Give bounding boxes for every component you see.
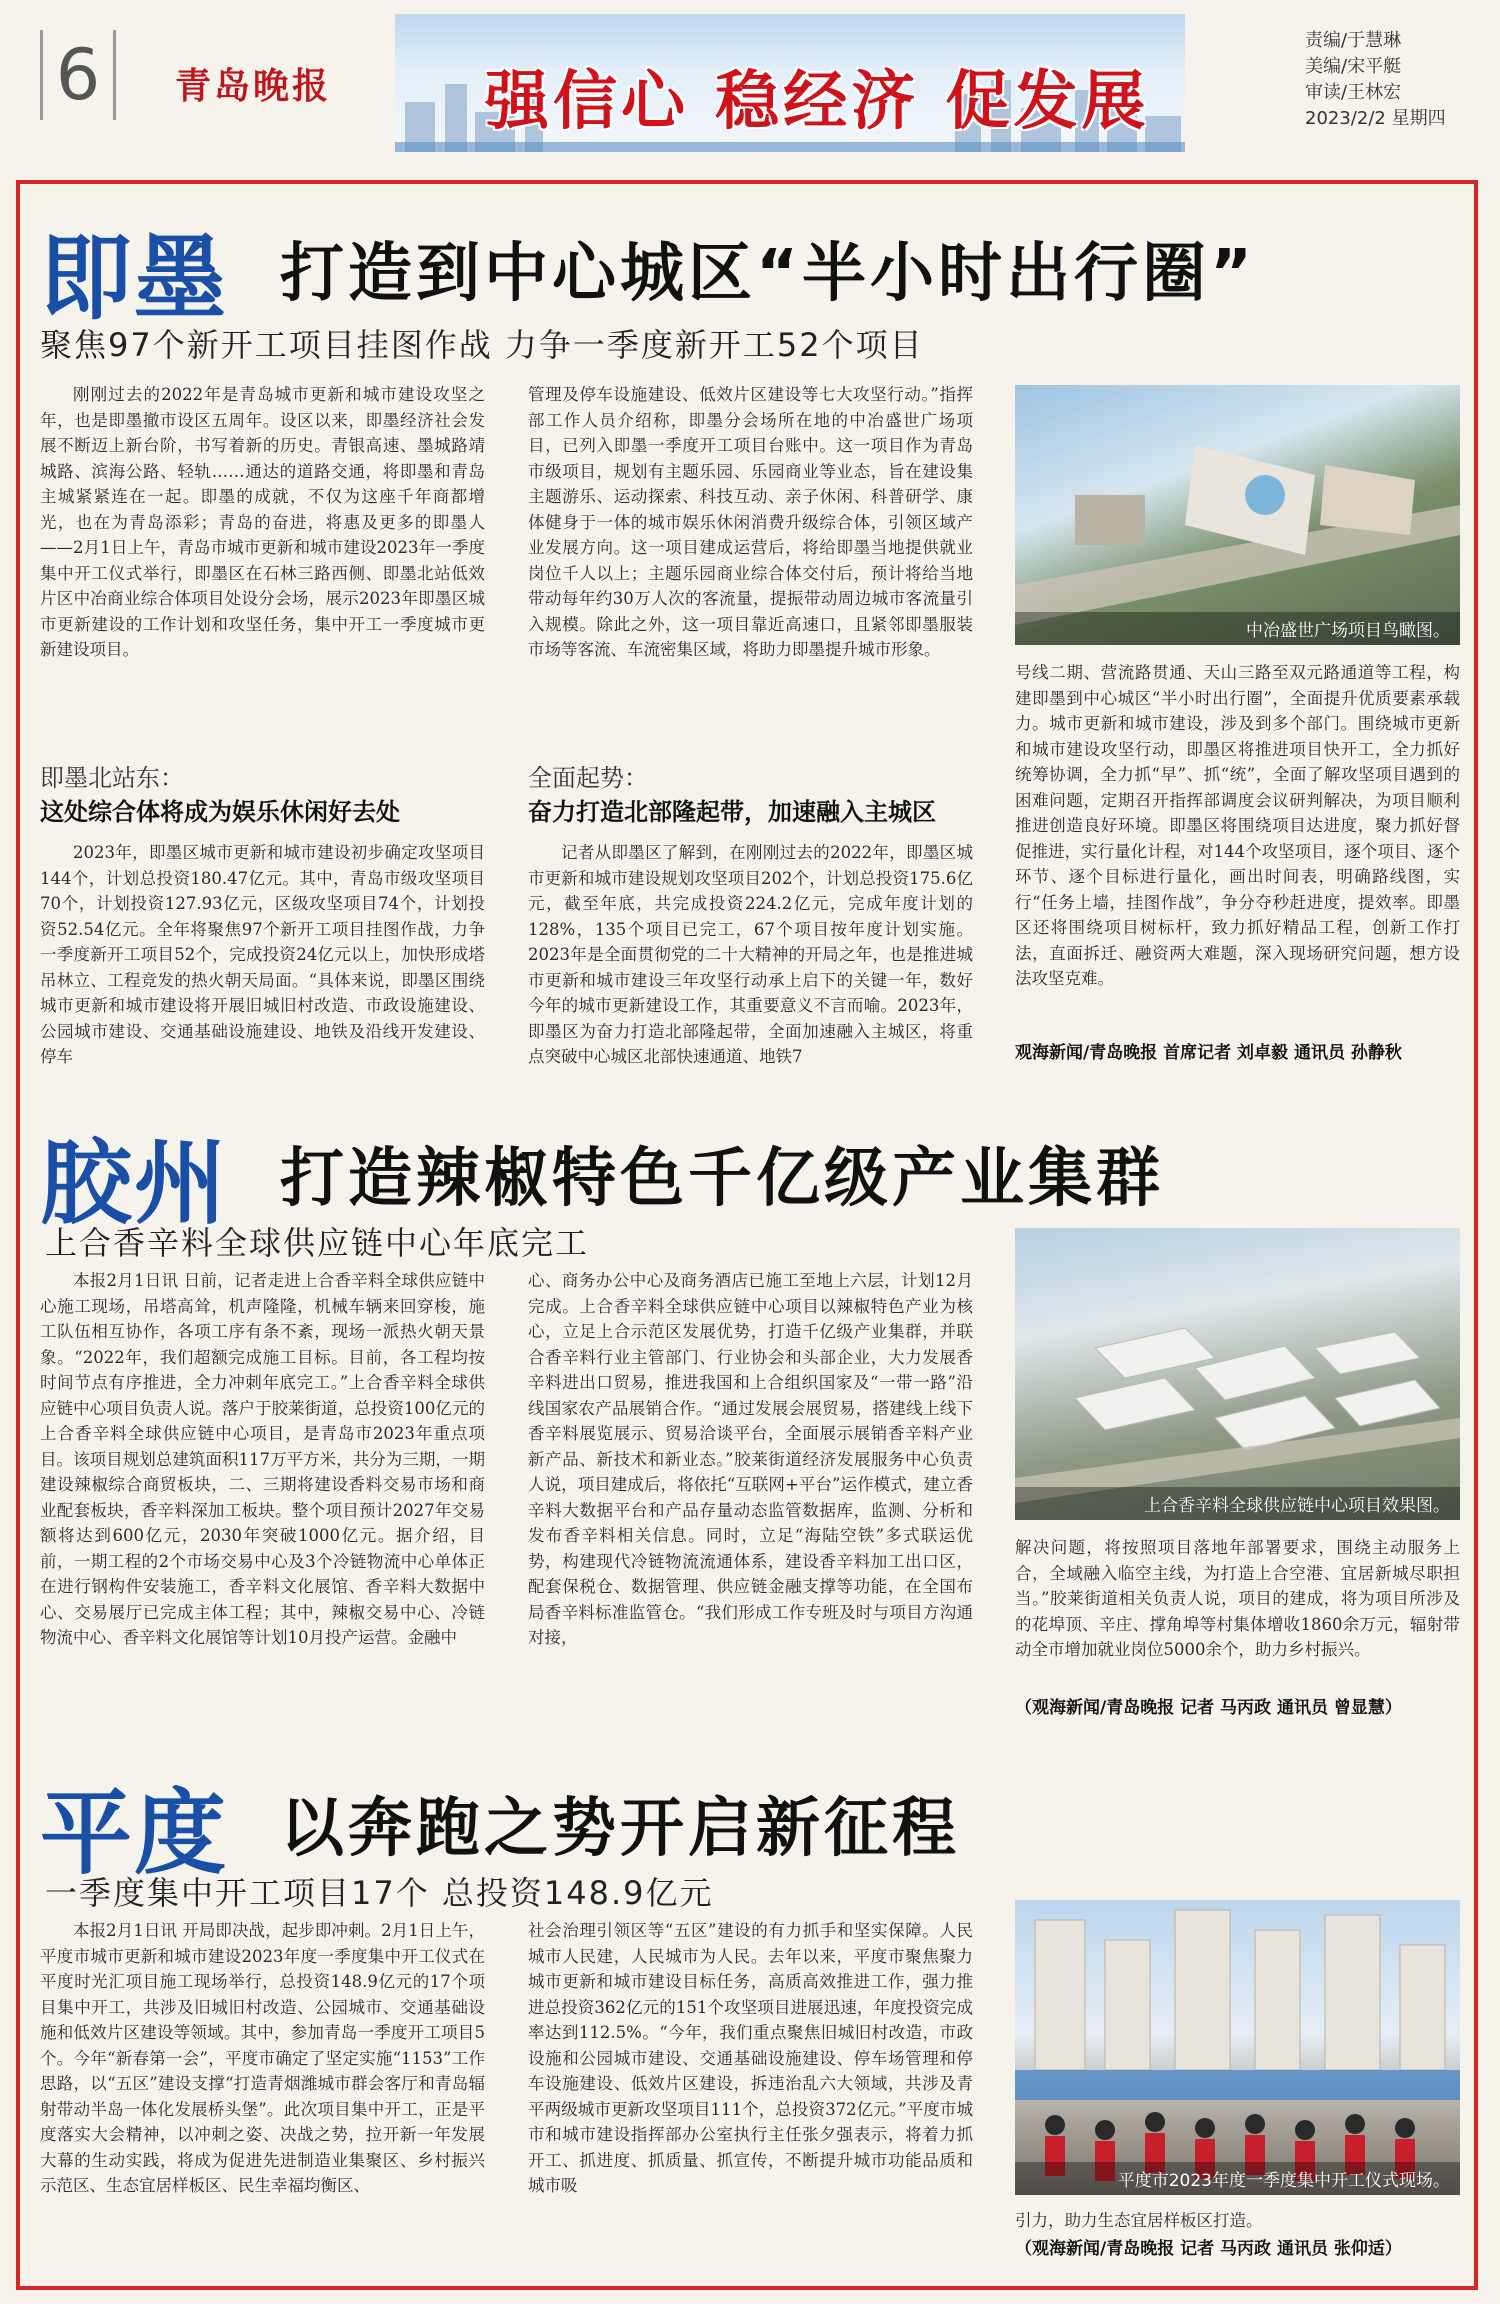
article-text: 本报2月1日讯 日前，记者走进上合香辛料全球供应链中心施工现场，吊塔高耸，机声隆隆，机械车辆来回穿梭，施工队伍相互协作，各项工序有条不紊，现场一派热火朝天景象。“2022年，我们超额完成施工目标。目前，各工程均按时间节点有序推进，全力冲刺年底完工。”上合香辛料全球供应链中心项目负责人说。落户于胶莱街道，总投资100亿元的上合香辛料全球供应链中心项目，是青岛市2023年重点项目。该项目规划总建筑面积117万平方米，共分为三期，一期建设辣椒综合商贸板块，二、三期将建设香料交易市场和商业配套板块，香辛料深加工板块。整个项目预计2027年交易额将达到600亿元，2030年突破1000亿元。据介绍，目前，一期工程的2个市场交易中心及3个冷链物流中心单体正在进行钢构件安装施工，香辛料文化展馆、香辛料大数据中心、交易展厅已完成主体工程；其中，辣椒交易中心、冷链物流中心、香辛料文化展馆等计划10月投产运营。金融中 (40, 1271, 485, 1647)
publication-date: 2023/2/2 星期四 (1305, 108, 1446, 129)
photo-caption: 平度市2023年度一季度集中开工仪式现场。 (1015, 2162, 1460, 2195)
article-text: 本报2月1日讯 开局即决战，起步即冲刺。2月1日上午，平度市城市更新和城市建设2023年度一季度集中开工仪式在平度时光汇项目施工现场举行，总投资148.9亿元的17个项目集中开工，共涉及旧城旧村改造、公园城市、交通基础设施和低效片区建设等领域。其中，参加青岛一季度开工项目5个。今年“新春第一会”，平度市确定了坚定实施“1153”工作思路，以“五区”建设支撑“打造青烟潍城市群会客厅和青岛辐射带动半岛一体化发展桥头堡”。此次项目集中开工，正是平度落实大会精神，以冲刺之姿、决战之势，拉开新一年发展大幕的生动实践，将成为促进先进制造业集聚区、乡村振兴示范区、生态宜居样板区、民生幸福均衡区、 (40, 1921, 485, 2195)
article-column (528, 840, 973, 1092)
article-column (40, 1918, 485, 2284)
section-subhead: 全面起势： (528, 764, 648, 792)
page-number: 6 (40, 30, 116, 120)
section-subhead-bold: 奋力打造北部隆起带，加速融入主城区 (528, 798, 936, 826)
masthead (0, 0, 1500, 160)
theme-banner (395, 14, 1185, 152)
section-place-jimo: 即墨 (40, 225, 229, 332)
rendering-illustration (1015, 1228, 1460, 1520)
photo-aerial-plaza (1015, 385, 1460, 645)
banner-slogan: 强信心 稳经济 促发展 (485, 65, 1150, 139)
photo-project-rendering (1015, 1228, 1460, 1520)
newspaper-name: 青岛晚报 (175, 65, 332, 107)
article-text: 社会治理引领区等“五区”建设的有力抓手和坚实保障。人民城市人民建，人民城市为人民。去年以来，平度市聚焦聚力城市更新和城市建设目标任务，高质高效推进工作，强力推进总投资362亿元的151个攻坚项目进展迅速，年度投资完成率达到112.5%。“今年，我们重点聚焦旧城旧村改造，市政设施和公园城市建设、交通基础设施建设、停车场管理和停车设施建设、低效片区建设，拆违治乱六大领域，共涉及青平两级城市更新攻坚项目111个，总投资372亿元。”平度市城市和城市建设指挥部办公室执行主任张夕强表示，将着力抓开工、抓进度、抓质量、抓宣传，不断提升城市功能品质和城市吸 (528, 1921, 973, 2195)
byline-pingdu: （观海新闻/青岛晚报 记者 马丙政 通讯员 张仰适） (1015, 2239, 1402, 2259)
section-subhead-bold: 这处综合体将成为娱乐休闲好去处 (40, 798, 400, 826)
credit-line: 责编/于慧琳 (1305, 30, 1402, 51)
subheadline-jiaozhou: 上合香辛料全球供应链中心年底完工 (45, 1224, 590, 1262)
photo-caption: 中冶盛世广场项目鸟瞰图。 (1015, 612, 1460, 645)
article-text: 解决问题，将按照项目落地年部署要求，围绕主动服务上合，全域融入临空主线，为打造上合空港、宜居新城尽职担当。”胶莱街道相关负责人说，项目的建成，将为项目所涉及的花埠顶、辛庄、撑角埠等村集体增收1860余万元，辐射带动全市增加就业岗位5000余个，助力乡村振兴。 (1015, 1538, 1460, 1659)
byline-jimo: 观海新闻/青岛晚报 首席记者 刘卓毅 通讯员 孙静秋 (1015, 1043, 1402, 1063)
photo-ceremony (1015, 1900, 1460, 2195)
article-text: 引力，助力生态宜居样板区打造。 (1015, 2211, 1263, 2230)
ceremony-illustration (1015, 1900, 1460, 2195)
editor-credits (1305, 28, 1446, 132)
credit-line: 审读/王林宏 (1305, 82, 1402, 103)
aerial-view-illustration (1015, 385, 1460, 645)
article-column (40, 840, 485, 1092)
photo-caption: 上合香辛料全球供应链中心项目效果图。 (1015, 1487, 1460, 1520)
article-column (1015, 1535, 1460, 1695)
article-column (1015, 660, 1460, 1060)
headline-jimo: 打造到中心城区“半小时出行圈” (280, 237, 1257, 311)
subheadline-pingdu: 一季度集中开工项目17个 总投资148.9亿元 (45, 1874, 714, 1912)
article-text: 刚刚过去的2022年是青岛城市更新和城市建设攻坚之年，也是即墨撤市设区五周年。设区以来，即墨经济社会发展不断迈上新台阶，书写着新的历史。青银高速、墨城路靖城路、滨海公路、轻轨……通达的道路交通，将即墨和青岛主城紧紧连在一起。即墨的成就，不仅为这座千年商都增光，也在为青岛添彩；青岛的奋进，将惠及更多的即墨人——2月1日上午，青岛市城市更新和城市建设2023年一季度集中开工仪式举行，即墨区在石林三路西侧、即墨北站低效片区中冶商业综合体项目处设分会场，展示2023年即墨区城市更新建设的工作计划和攻坚任务，集中开工一季度城市更新建设项目。 (40, 385, 485, 659)
article-column (40, 1268, 485, 1736)
subheadline-jimo: 聚焦97个新开工项目挂图作战 力争一季度新开工52个项目 (40, 326, 924, 364)
article-column (528, 382, 973, 738)
article-text: 号线二期、营流路贯通、天山三路至双元路通道等工程，构建即墨到中心城区“半小时出行圈”，全面提升优质要素承载力。城市更新和城市建设，涉及到多个部门。围绕城市更新和城市建设攻坚行动，即墨区将推进项目快开工，全力抓好统筹协调，全力抓“早”、抓“统”，全面了解攻坚项目遇到的困难问题，定期召开指挥部调度会议研判解决，为项目顺利推进创造良好环境。即墨区将围绕项目达进度，聚力抓好督促推进，实行量化计程，对144个攻坚项目，逐个项目、逐个环节、逐个目标进行量化，画出时间表，明确路线图，实行“任务上墙，挂图作战”，争分夺秒赶进度，提效率。即墨区还将围绕项目树标杆，致力抓好精品工程，创新工作打法，直面拆迁、融资两大难题，深入现场研究问题，想方设法攻坚克难。 (1015, 663, 1460, 988)
article-text: 心、商务办公中心及商务酒店已施工至地上六层，计划12月完成。上合香辛料全球供应链中心项目以辣椒特色产业为核心，立足上合示范区发展优势，打造千亿级产业集群，并联合香辛料行业主管部门、行业协会和头部企业，大力发展香辛料进出口贸易，推进我国和上合组织国家及“一带一路”沿线国家农产品展销合作。“通过发展会展贸易，搭建线上线下香辛料展览展示、贸易洽谈平台，全面展示展销香辛料产业新产品、新技术和新业态。”胶莱街道经济发展服务中心负责人说，项目建成后，将依托“互联网+平台”运作模式，建立香辛料大数据平台和产品存量动态监管数据库，监测、分析和发布香辛料相关信息。同时，立足“海陆空铁”多式联运优势，构建现代冷链物流流通体系，建设香辛料加工出口区，配套保税仓、数据管理、供应链金融支撑等功能，在全国布局香辛料标准监管仓。“我们形成工作专班及时与项目方沟通对接， (528, 1271, 973, 1647)
section-subhead: 即墨北站东： (40, 764, 184, 792)
article-text: 管理及停车设施建设、低效片区建设等七大攻坚行动。”指挥部工作人员介绍称，即墨分会场所在地的中冶盛世广场项目，已列入即墨一季度开工项目台账中。这一项目作为青岛市级项目，规划有主题乐园、乐园商业等业态，旨在建设集主题游乐、运动探索、科技互动、亲子休闲、科普研学、康体健身于一体的城市娱乐休闲消费升级综合体，引领区域产业发展方向。这一项目建成运营后，将给即墨当地提供就业岗位千人以上；主题乐园商业综合体交付后，预计将给当地带动每年约30万人次的客流量，提振带动周边城市客流量引入规模。除此之外，这一项目靠近高速口，且紧邻即墨服装市场等客流、车流密集区域，将助力即墨提升城市形象。 (528, 385, 973, 659)
article-column (528, 1918, 973, 2284)
credit-line: 美编/宋平艇 (1305, 56, 1402, 77)
article-text: 记者从即墨区了解到，在刚刚过去的2022年，即墨区城市更新和城市建设规划攻坚项目202个，计划总投资175.6亿元，截至年底，共完成投资224.2亿元，完成年度计划的128%，135个项目已完工，67个项目按年度计划实施。2023年是全面贯彻党的二十大精神的开局之年，也是推进城市更新和城市建设三年攻坚行动承上启下的关键一年，数好今年的城市更新建设工作，其重要意义不言而喻。2023年，即墨区为奋力打造北部隆起带，全面加速融入主城区，将重点突破中心城区北部快速通道、地铁7 (528, 843, 973, 1066)
headline-jiaozhou: 打造辣椒特色千亿级产业集群 (280, 1142, 1164, 1216)
section-place-jiaozhou: 胶州 (40, 1130, 229, 1237)
article-column (40, 382, 485, 738)
byline-jiaozhou: （观海新闻/青岛晚报 记者 马丙政 通讯员 曾显慧） (1015, 1698, 1402, 1718)
headline-pingdu: 以奔跑之势开启新征程 (280, 1792, 960, 1866)
section-place-pingdu: 平度 (40, 1780, 229, 1887)
article-column (528, 1268, 973, 1736)
article-text: 2023年，即墨区城市更新和城市建设初步确定攻坚项目144个，计划总投资180.47亿元。其中，青岛市级攻坚项目70个，计划投资127.93亿元，区级攻坚项目74个，计划投资52.54亿元。全年将聚焦97个新开工项目挂图作战，力争一季度新开工项目52个，完成投资24亿元以上，加快形成塔吊林立、工程竞发的热火朝天局面。“具体来说，即墨区围绕城市更新和城市建设将开展旧城旧村改造、市政设施建设、公园城市建设、交通基础设施建设、地铁及沿线开发建设、停车 (40, 843, 485, 1066)
